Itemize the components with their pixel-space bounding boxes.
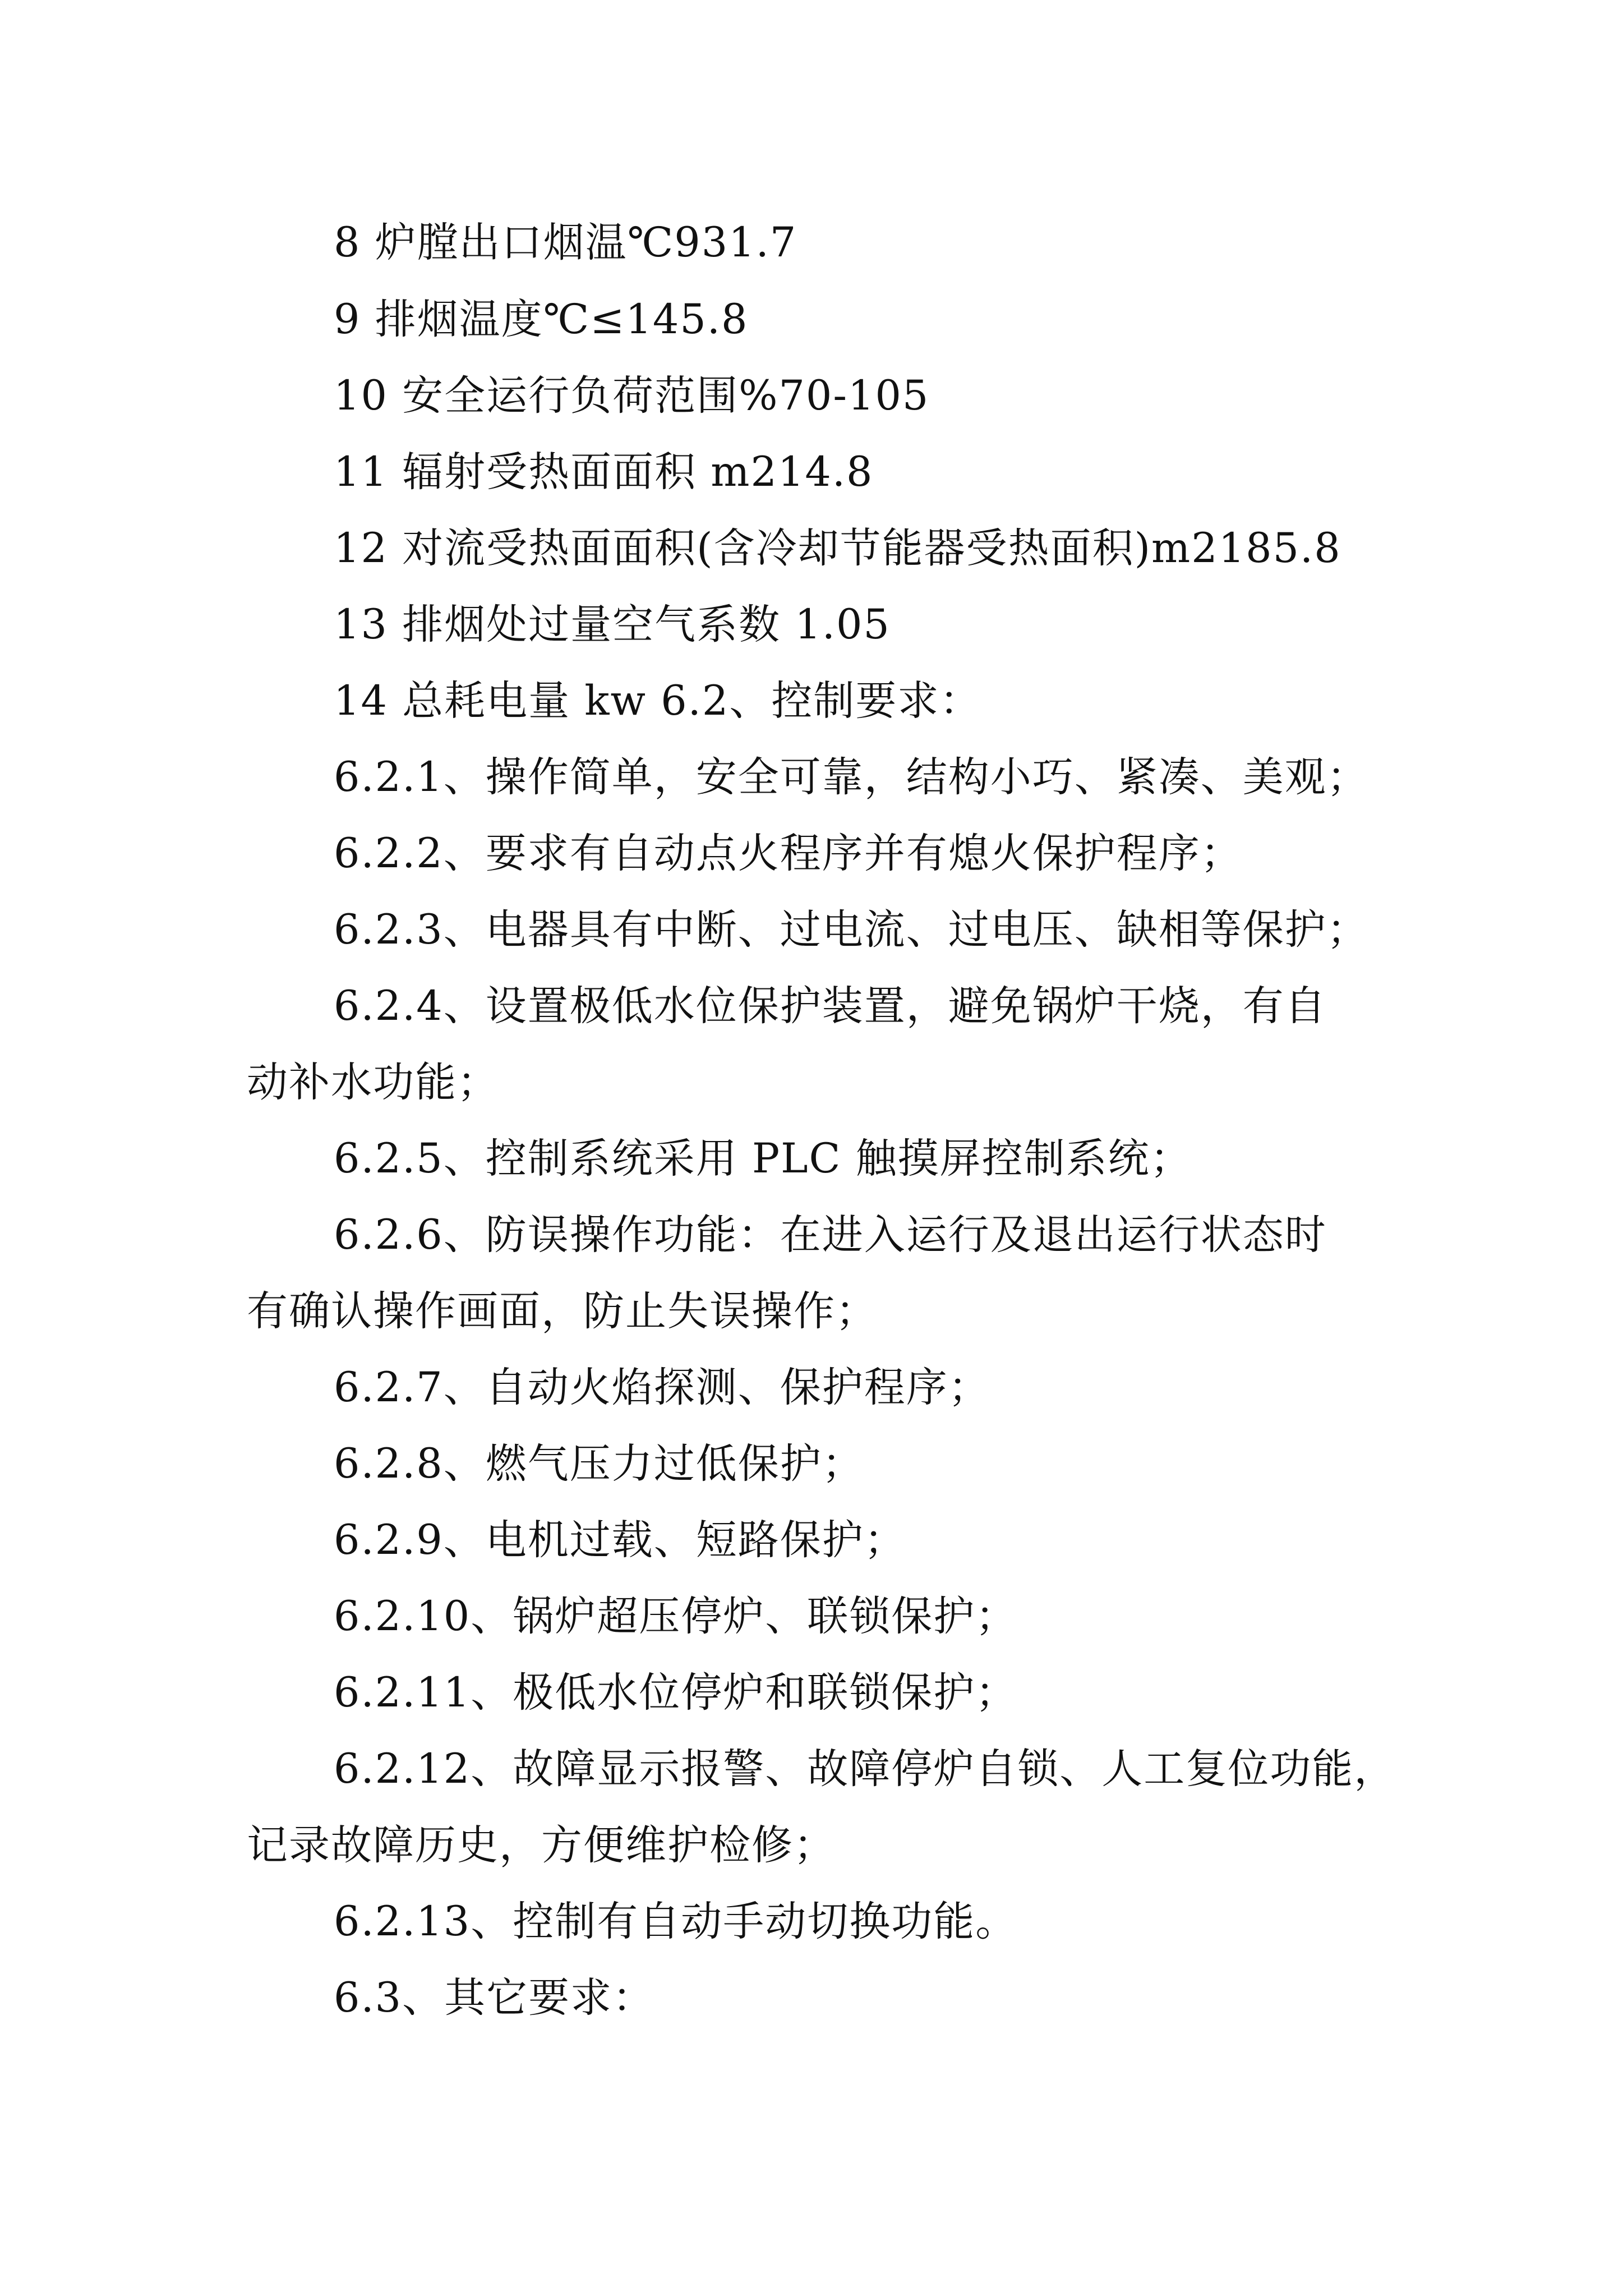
req-6-2-9: 6.2.9、电机过载、短路保护；	[334, 1516, 906, 1564]
req-6-2-7: 6.2.7、自动火焰探测、保护程序；	[334, 1364, 990, 1411]
req-6-2-8: 6.2.8、燃气压力过低保护；	[334, 1440, 864, 1488]
spec-line-11: 11 辐射受热面面积 m214.8	[334, 448, 874, 496]
spec-line-9: 9 排烟温度℃≤145.8	[334, 296, 749, 343]
req-6-2-5: 6.2.5、控制系统采用 PLC 触摸屏控制系统；	[334, 1135, 1192, 1182]
spec-line-10: 10 安全运行负荷范围%70-105	[334, 372, 930, 420]
req-6-2-1: 6.2.1、操作简单，安全可靠，结构小巧、紧凑、美观；	[334, 753, 1369, 801]
req-6-2-12: 6.2.12、故障显示报警、故障停炉自锁、人工复位功能，	[334, 1745, 1396, 1793]
req-6-2-4-continued: 动补水功能；	[247, 1059, 499, 1106]
spec-line-12: 12 对流受热面面积(含冷却节能器受热面积)m2185.8	[334, 524, 1341, 572]
req-6-2-4: 6.2.4、设置极低水位保护装置，避免锅炉干烧，有自	[334, 982, 1327, 1030]
req-6-2-11: 6.2.11、极低水位停炉和联锁保护；	[334, 1669, 1018, 1717]
section-6-3-heading: 6.3、其它要求：	[334, 1974, 655, 2022]
req-6-2-6: 6.2.6、防误操作功能：在进入运行及退出运行状态时	[334, 1211, 1327, 1259]
req-6-2-3: 6.2.3、电器具有中断、过电流、过电压、缺相等保护；	[334, 906, 1369, 954]
req-6-2-13: 6.2.13、控制有自动手动切换功能。	[334, 1898, 1018, 1945]
spec-line-8: 8 炉膛出口烟温℃931.7	[334, 219, 797, 266]
spec-line-14: 14 总耗电量 kw 6.2、控制要求：	[334, 677, 982, 725]
spec-line-13: 13 排烟处过量空气系数 1.05	[334, 601, 891, 648]
req-6-2-12-continued: 记录故障历史，方便维护检修；	[247, 1821, 836, 1869]
req-6-2-6-continued: 有确认操作画面，防止失误操作；	[247, 1287, 878, 1335]
req-6-2-2: 6.2.2、要求有自动点火程序并有熄火保护程序；	[334, 830, 1243, 877]
req-6-2-10: 6.2.10、锅炉超压停炉、联锁保护；	[334, 1593, 1018, 1640]
